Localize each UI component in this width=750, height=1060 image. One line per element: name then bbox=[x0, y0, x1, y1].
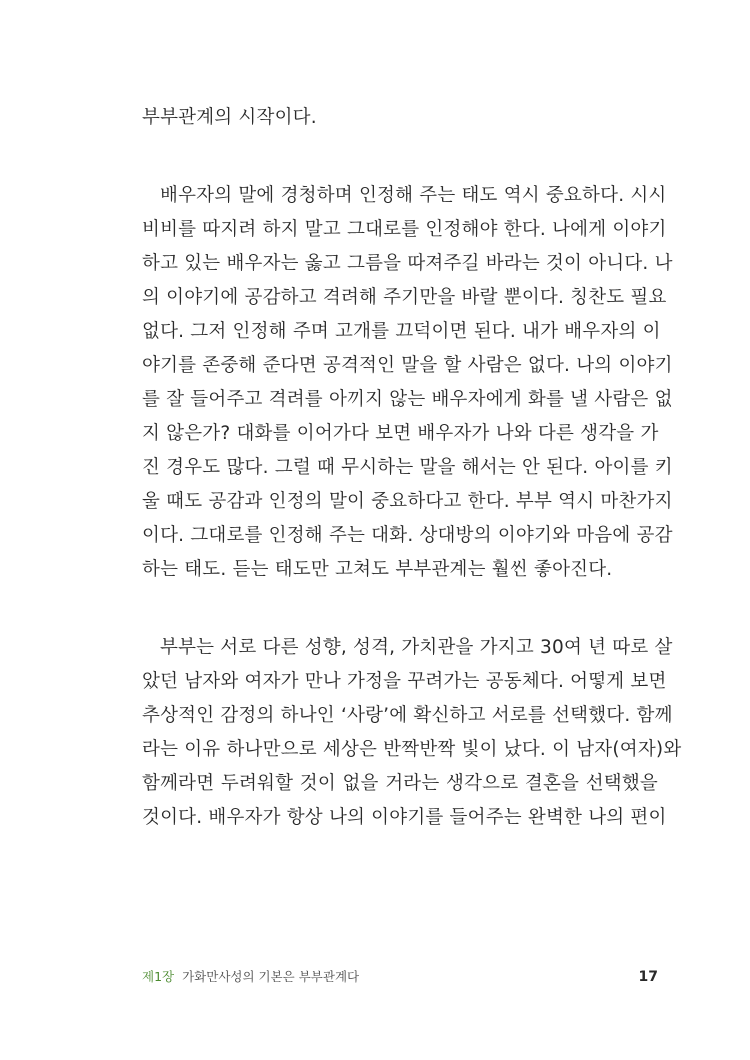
text-line: 았던 남자와 여자가 만나 가정을 꾸려가는 공동체다. 어떻게 보면 bbox=[142, 671, 667, 692]
text-line: 라는 이유 하나만으로 세상은 반짝반짝 빛이 났다. 이 남자(여자)와 bbox=[142, 739, 682, 760]
text-line: 배우자의 말에 경청하며 인정해 주는 태도 역시 중요하다. 시시 bbox=[160, 185, 667, 206]
text-line: 하고 있는 배우자는 옳고 그름을 따져주길 바라는 것이 아니다. 나 bbox=[142, 253, 673, 274]
text-line: 것이다. 배우자가 항상 나의 이야기를 들어주는 완벽한 나의 편이 bbox=[142, 807, 667, 828]
page-number: 17 bbox=[638, 969, 658, 985]
paragraph bbox=[142, 631, 682, 835]
text-line: 야기를 존중해 준다면 공격적인 말을 할 사람은 없다. 나의 이야기 bbox=[142, 355, 673, 376]
text-line: 의 이야기에 공감하고 격려해 주기만을 바랄 뿐이다. 칭찬도 필요 bbox=[142, 287, 667, 308]
text-line: 함께라면 두려워할 것이 없을 거라는 생각으로 결혼을 선택했을 bbox=[142, 773, 658, 794]
text-line: 추상적인 감정의 하나인 ‘사랑’에 확신하고 서로를 선택했다. 함께 bbox=[142, 705, 673, 726]
chapter-title: 가화만사성의 기본은 부부관계다 bbox=[182, 969, 360, 984]
text-line: 부부는 서로 다른 성향, 성격, 가치관을 가지고 30여 년 따로 살 bbox=[160, 637, 673, 658]
text-line: 울 때도 공감과 인정의 말이 중요하다고 한다. 부부 역시 마찬가지 bbox=[142, 491, 673, 512]
text-line: 없다. 그저 인정해 주며 고개를 끄덕이면 된다. 내가 배우자의 이 bbox=[142, 321, 661, 342]
text-line: 부부관계의 시작이다. bbox=[142, 107, 317, 128]
paragraph bbox=[142, 179, 673, 587]
body-text bbox=[142, 101, 682, 835]
text-line: 이다. 그대로를 인정해 주는 대화. 상대방의 이야기와 마음에 공감 bbox=[142, 525, 673, 546]
paragraph-gap bbox=[142, 135, 658, 179]
page-footer bbox=[142, 966, 658, 988]
chapter-label: 제1장 bbox=[142, 969, 175, 984]
paragraph-gap bbox=[142, 587, 658, 631]
paragraph bbox=[142, 101, 658, 135]
text-line: 를 잘 들어주고 격려를 아끼지 않는 배우자에게 화를 낼 사람은 없 bbox=[142, 389, 673, 410]
text-line: 비비를 따지려 하지 말고 그대로를 인정해야 한다. 나에게 이야기 bbox=[142, 219, 667, 240]
text-line: 진 경우도 많다. 그럴 때 무시하는 말을 해서는 안 된다. 아이를 키 bbox=[142, 457, 673, 478]
text-line: 지 않은가? 대화를 이어가다 보면 배우자가 나와 다른 생각을 가 bbox=[142, 423, 659, 444]
text-line: 하는 태도. 듣는 태도만 고쳐도 부부관계는 훨씬 좋아진다. bbox=[142, 559, 613, 580]
